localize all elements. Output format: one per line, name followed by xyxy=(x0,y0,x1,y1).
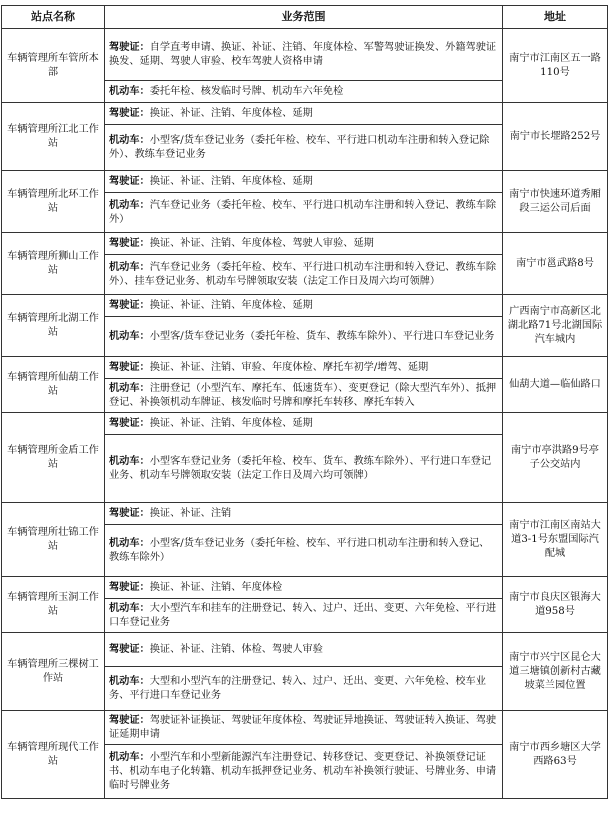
table-row xyxy=(2,633,608,667)
category-label: 机动车： xyxy=(109,261,150,273)
category-label: 驾驶证： xyxy=(109,507,150,519)
business-scope-cell xyxy=(105,525,503,577)
category-label: 机动车： xyxy=(109,675,150,687)
table-row xyxy=(2,295,608,317)
header-scope: 业务范围 xyxy=(105,6,503,29)
business-text: 小型客/货车登记业务（委托年检、校车、平行进口机动车注册和转入登记、教练车除外） xyxy=(109,538,490,563)
business-scope-cell xyxy=(105,577,503,599)
table-row xyxy=(2,171,608,193)
station-address: 南宁市江南区南站大道3-1号东盟国际汽配城 xyxy=(503,503,608,577)
business-scope-cell xyxy=(105,255,503,295)
business-scope-cell xyxy=(105,357,503,379)
business-scope-cell xyxy=(105,171,503,193)
station-name: 车辆管理所车管所本部 xyxy=(2,29,105,103)
station-name: 车辆管理所北环工作站 xyxy=(2,171,105,233)
table-row xyxy=(2,711,608,745)
service-table xyxy=(1,5,608,799)
business-text: 换证、补证、注销、年度体检、延期 xyxy=(149,300,313,311)
business-text: 自学直考申请、换证、补证、注销、年度体检、军警驾驶证换发、外籍驾驶证换发、延期、驾驶人审验、校车驾驶人资格申请 xyxy=(109,42,497,67)
business-text: 汽车登记业务（委托年检、校车、平行进口机动车注册和转入登记、教练车除外）、挂车登记业务、机动车号牌领取安装（法定工作日及周六均可领牌） xyxy=(109,262,497,287)
business-scope-cell xyxy=(105,633,503,667)
station-address: 南宁市兴宁区昆仑大道三塘镇创新村古藏坡菜兰园位置 xyxy=(503,633,608,711)
table-row xyxy=(2,233,608,255)
category-label: 驾驶证： xyxy=(109,41,150,53)
header-address: 地址 xyxy=(503,6,608,29)
table-body xyxy=(2,29,608,799)
business-text: 汽车登记业务（委托年检、校车、平行进口机动车注册和转入登记、教练车除外） xyxy=(109,200,497,225)
station-address: 广西南宁市高新区北湖北路71号北湖国际汽车城内 xyxy=(503,295,608,357)
category-label: 机动车： xyxy=(109,199,150,211)
station-address: 仙葫大道—临仙路口 xyxy=(503,357,608,413)
business-text: 大小型汽车和挂车的注册登记、转入、过户、迁出、变更、六年免检、平行进口车登记业务 xyxy=(109,603,497,628)
station-name: 车辆管理所狮山工作站 xyxy=(2,233,105,295)
business-text: 小型客/货车登记业务（委托年检、货车、教练车除外）、平行进口车登记业务 xyxy=(149,331,495,342)
category-label: 驾驶证： xyxy=(109,361,150,373)
business-scope-cell xyxy=(105,379,503,413)
business-text: 换证、补证、注销、审验、年度体检、摩托车初学/增驾、延期 xyxy=(149,362,429,373)
station-name: 车辆管理所壮锦工作站 xyxy=(2,503,105,577)
business-text: 换证、补证、注销、年度体检、驾驶人审验、延期 xyxy=(149,238,374,249)
business-scope-cell xyxy=(105,103,503,125)
header-station: 站点名称 xyxy=(2,6,105,29)
category-label: 机动车： xyxy=(109,602,150,614)
table-row xyxy=(2,413,608,435)
header-row xyxy=(2,6,608,29)
category-label: 机动车： xyxy=(109,85,150,97)
category-label: 机动车： xyxy=(109,751,150,763)
station-name: 车辆管理所现代工作站 xyxy=(2,711,105,799)
category-label: 驾驶证： xyxy=(109,714,150,726)
business-scope-cell xyxy=(105,435,503,503)
business-text: 注册登记（小型汽车、摩托车、低速货车）、变更登记（除大型汽车外）、抵押登记、补换领机动车牌证、核发临时号牌和摩托车转移、摩托车转入 xyxy=(109,383,497,408)
business-scope-cell xyxy=(105,81,503,103)
business-scope-cell xyxy=(105,503,503,525)
category-label: 驾驶证： xyxy=(109,175,150,187)
business-scope-cell xyxy=(105,125,503,171)
category-label: 驾驶证： xyxy=(109,643,150,655)
table-row xyxy=(2,577,608,599)
business-scope-cell xyxy=(105,667,503,711)
category-label: 驾驶证： xyxy=(109,107,150,119)
station-name: 车辆管理所仙葫工作站 xyxy=(2,357,105,413)
business-scope-cell xyxy=(105,193,503,233)
station-address: 南宁市良庆区银海大道958号 xyxy=(503,577,608,633)
station-name: 车辆管理所玉洞工作站 xyxy=(2,577,105,633)
station-name: 车辆管理所江北工作站 xyxy=(2,103,105,171)
table-row xyxy=(2,103,608,125)
station-name: 车辆管理所北湖工作站 xyxy=(2,295,105,357)
business-text: 换证、补证、注销、体检、驾驶人审验 xyxy=(149,644,323,655)
table-row xyxy=(2,357,608,379)
business-scope-cell xyxy=(105,317,503,357)
business-text: 小型汽车和小型新能源汽车注册登记、转移登记、变更登记、补换领登记证书、机动车电子化转籍、机动车抵押登记业务、机动车补换领行驶证、号牌业务、申请临时号牌业务 xyxy=(109,752,497,791)
category-label: 机动车： xyxy=(109,537,150,549)
business-text: 小型客/货车登记业务（委托年检、校车、平行进口机动车注册和转入登记除外）、教练车登记业务 xyxy=(109,135,490,160)
business-text: 换证、补证、注销、年度体检、延期 xyxy=(149,108,313,119)
business-text: 换证、补证、注销 xyxy=(149,508,232,519)
business-text: 换证、补证、注销、年度体检 xyxy=(149,582,283,593)
table-row xyxy=(2,29,608,81)
station-address: 南宁市快速环道秀厢段三运公司后面 xyxy=(503,171,608,233)
business-scope-cell xyxy=(105,29,503,81)
category-label: 机动车： xyxy=(109,382,150,394)
business-text: 小型客车登记业务（委托年检、校车、货车、教练车除外）、平行进口车登记业务、机动车号牌领取安装（法定工作日及周六均可领牌） xyxy=(109,456,492,481)
business-scope-cell xyxy=(105,599,503,633)
category-label: 驾驶证： xyxy=(109,237,150,249)
business-scope-cell xyxy=(105,413,503,435)
category-label: 机动车： xyxy=(109,455,150,467)
station-address: 南宁市邕武路8号 xyxy=(503,233,608,295)
station-name: 车辆管理所金盾工作站 xyxy=(2,413,105,503)
business-scope-cell xyxy=(105,711,503,745)
category-label: 驾驶证： xyxy=(109,417,150,429)
business-scope-cell xyxy=(105,745,503,799)
station-address: 南宁市长堽路252号 xyxy=(503,103,608,171)
business-scope-cell xyxy=(105,233,503,255)
category-label: 机动车： xyxy=(109,134,150,146)
business-text: 驾驶证补证换证、驾驶证年度体检、驾驶证异地换证、驾驶证转入换证、驾驶证延期申请 xyxy=(109,715,497,740)
station-address: 南宁市亭洪路9号亭子公交站内 xyxy=(503,413,608,503)
category-label: 驾驶证： xyxy=(109,299,150,311)
business-text: 委托年检、核发临时号牌、机动车六年免检 xyxy=(149,86,344,97)
station-name: 车辆管理所三棵树工作站 xyxy=(2,633,105,711)
business-scope-cell xyxy=(105,295,503,317)
category-label: 机动车： xyxy=(109,330,150,342)
business-text: 大型和小型汽车的注册登记、转入、过户、迁出、变更、六年免检、校车业务、平行进口车登记业务 xyxy=(109,676,486,701)
station-address: 南宁市西乡塘区大学西路63号 xyxy=(503,711,608,799)
table-row xyxy=(2,503,608,525)
category-label: 驾驶证： xyxy=(109,581,150,593)
station-address: 南宁市江南区五一路110号 xyxy=(503,29,608,103)
business-text: 换证、补证、注销、年度体检、延期 xyxy=(149,176,313,187)
business-text: 换证、补证、注销、年度体检、延期 xyxy=(149,418,313,429)
